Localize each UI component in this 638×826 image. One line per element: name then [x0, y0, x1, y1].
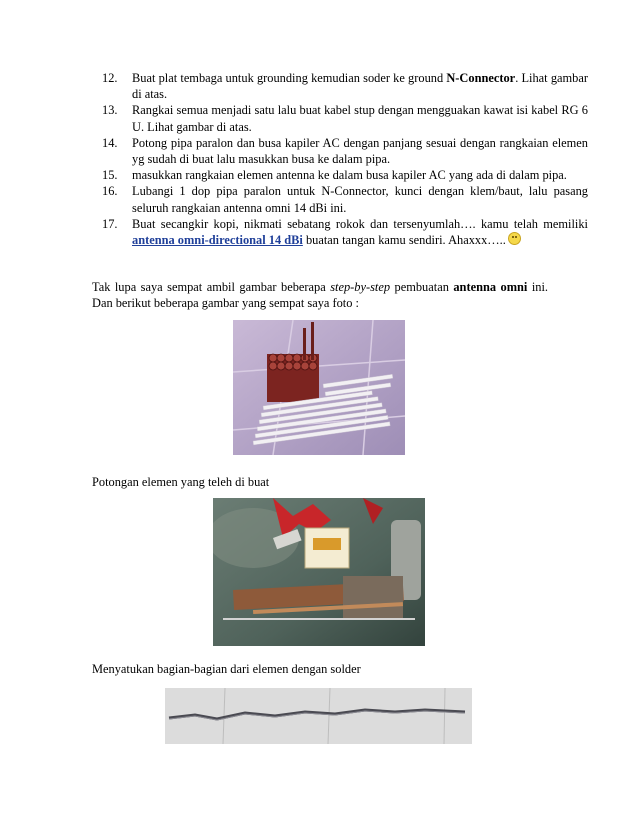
step-text: Buat secangkir kopi, nikmati sebatang rokok dan tersenyumlah…. kamu telah memiliki: [132, 216, 588, 231]
smiley-emoticon-icon: [508, 232, 521, 245]
photo-antenna-elements-image: [233, 320, 405, 455]
step-item-14: [102, 135, 588, 167]
intro-text-tail: ini. Dan berikut beberapa gambar yang sempat saya foto :: [92, 280, 549, 311]
intro-bold: antenna omni: [453, 280, 528, 294]
step-text: masukkan rangkaian elemen antenna ke dalam busa kapiler AC yang ada di dalam pipa.: [132, 168, 567, 183]
intro-italic: step-by-step: [330, 280, 391, 294]
step-number: 15.: [102, 168, 118, 183]
intro-text: Tak lupa saya sempat ambil gambar beberapa: [92, 280, 331, 294]
step-item-17: [102, 216, 588, 248]
caption-photo-2: Menyatukan bagian-bagian dari elemen dengan solder: [92, 662, 361, 676]
step-item-16: [102, 183, 588, 215]
photo-soldering-tools: [213, 498, 425, 646]
step-text: Potong pipa paralon dan busa kapiler AC dengan panjang sesuai dengan rangkaian elemen yg sudah di buat lalu masukkan busa ke dalam pipa.: [132, 135, 588, 167]
step-item-12: [102, 70, 588, 102]
photo-antenna-elements: [233, 320, 405, 455]
step-text: Lubangi 1 dop pipa paralon untuk N-Connector, kunci dengan klem/baut, lalu pasang seluruh rangkaian antenna omni 14 dBi ini.: [132, 184, 588, 215]
intro-paragraph: [92, 279, 548, 311]
step-item-15: [102, 167, 588, 183]
step-number: 14.: [102, 135, 118, 150]
step-text: Rangkai semua menjadi satu lalu buat kabel stup dengan mengguakan kawat isi kabel RG 6 U. Lihat gambar di atas.: [132, 103, 588, 134]
photo-soldered-wire-image: [165, 688, 472, 744]
step-text: Buat plat tembaga untuk grounding kemudian soder ke ground: [132, 71, 447, 85]
step-number: 17.: [102, 216, 118, 231]
photo-soldered-wire: [165, 688, 472, 744]
step-text-tail: buatan tangan kamu sendiri. Ahaxxx…..: [302, 233, 506, 248]
step-bold-term: N-Connector: [446, 71, 516, 85]
step-list: [92, 70, 588, 248]
step-text-tail: . Lihat gambar di atas.: [132, 71, 588, 102]
step-number: 16.: [102, 184, 118, 199]
caption-photo-1: Potongan elemen yang teleh di buat: [92, 475, 270, 489]
antenna-omni-link[interactable]: antenna omni-directional 14 dBi: [132, 233, 303, 248]
step-number: 12.: [102, 71, 118, 85]
intro-text-mid: pembuatan: [390, 280, 454, 294]
photo-soldering-tools-image: [213, 498, 425, 646]
step-number: 13.: [102, 103, 118, 118]
step-item-13: [102, 102, 588, 134]
